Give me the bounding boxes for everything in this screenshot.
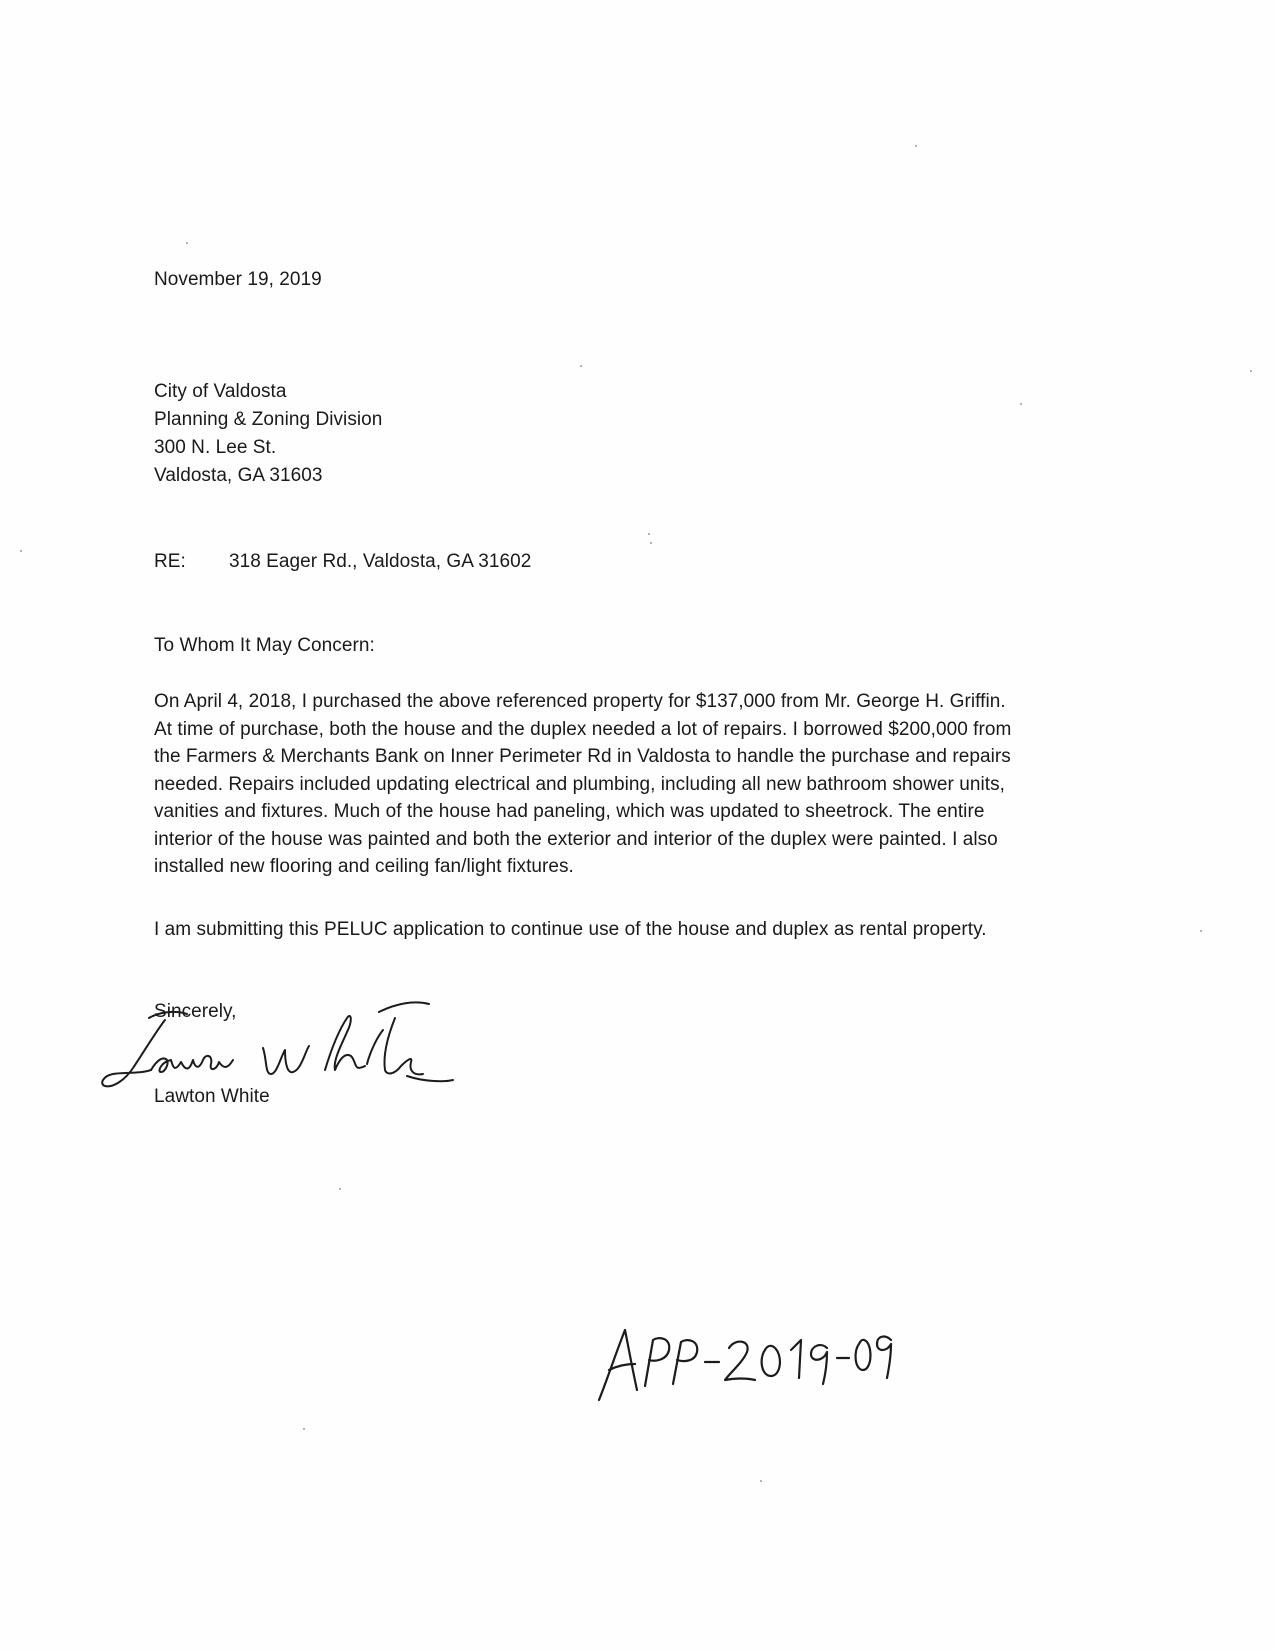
body-line: the Farmers & Merchants Bank on Inner Perimeter Rd in Valdosta to handle the purchase and repairs <box>154 746 1011 767</box>
scan-speck <box>1200 930 1202 932</box>
complimentary-close: Sincerely, <box>154 1001 237 1022</box>
scan-speck <box>186 242 188 244</box>
recipient-line: City of Valdosta <box>154 381 287 402</box>
scan-speck <box>648 533 650 535</box>
scan-speck <box>915 145 917 147</box>
closing-paragraph: I am submitting this PELUC application to continue use of the house and duplex as rental property. <box>154 919 987 940</box>
body-line: On April 4, 2018, I purchased the above referenced property for $137,000 from Mr. George H. Griffin. <box>154 691 1006 712</box>
handwritten-signature <box>95 990 455 1105</box>
body-line: installed new flooring and ceiling fan/light fixtures. <box>154 856 574 877</box>
scan-speck <box>650 542 652 544</box>
scan-speck <box>20 550 22 552</box>
recipient-line: Valdosta, GA 31603 <box>154 465 323 486</box>
scan-speck <box>760 1480 762 1482</box>
handwritten-application-number <box>595 1320 895 1405</box>
scan-speck <box>303 1428 305 1430</box>
body-line: interior of the house was painted and both the exterior and interior of the duplex were painted. I also <box>154 828 998 850</box>
scan-speck <box>580 365 582 367</box>
scan-speck <box>1020 403 1022 405</box>
re-label: RE: <box>154 551 186 572</box>
scan-speck <box>339 1188 341 1190</box>
scan-speck <box>1250 370 1252 372</box>
salutation: To Whom It May Concern: <box>154 635 375 656</box>
signer-name: Lawton White <box>154 1086 270 1107</box>
recipient-line: 300 N. Lee St. <box>154 437 277 458</box>
recipient-line: Planning & Zoning Division <box>154 409 383 430</box>
re-property-address: 318 Eager Rd., Valdosta, GA 31602 <box>229 551 532 572</box>
body-paragraph <box>154 688 1011 881</box>
letter-date: November 19, 2019 <box>154 269 322 290</box>
recipient-address <box>154 378 382 490</box>
body-line: needed. Repairs included updating electrical and plumbing, including all new bathroom shower units, <box>154 773 1005 795</box>
body-line: vanities and fixtures. Much of the house had paneling, which was updated to sheetrock. The entire <box>154 801 985 822</box>
body-line: At time of purchase, both the house and the duplex needed a lot of repairs. I borrowed $200,000 from <box>154 718 1012 740</box>
